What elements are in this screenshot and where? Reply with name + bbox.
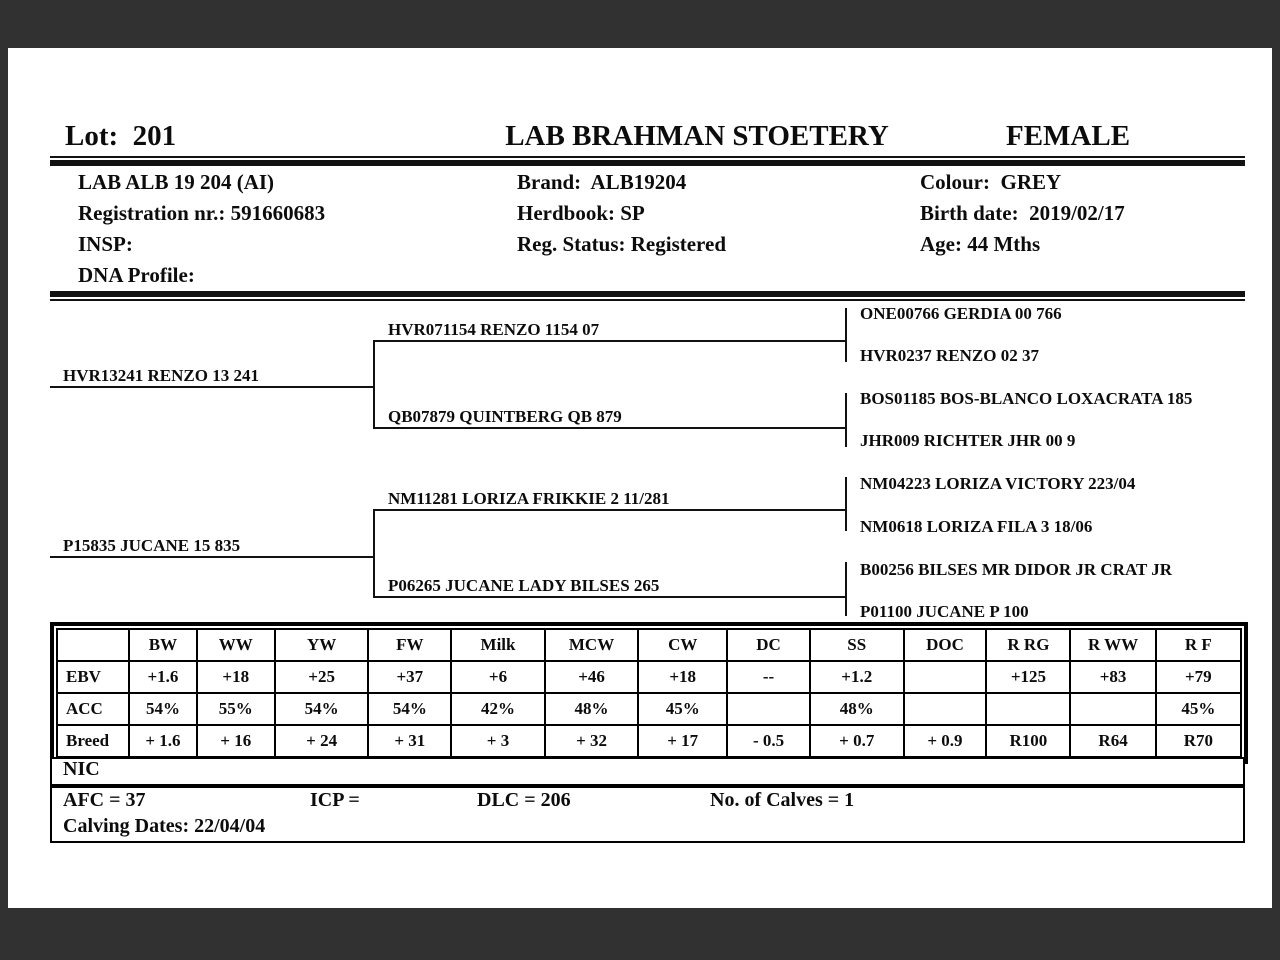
ebv-values-row	[57, 661, 1241, 693]
pedigree-ggp-8: P01100 JUCANE P 100	[860, 602, 1029, 621]
afc-value: AFC = 37	[63, 789, 146, 811]
sire-dam-line	[373, 427, 847, 429]
acc-doc	[904, 693, 987, 725]
ebv-rww: +83	[1070, 661, 1155, 693]
sire-line	[50, 386, 375, 388]
ebv-row-label: EBV	[57, 661, 129, 693]
acc-rww	[1070, 693, 1155, 725]
calving-dates: Calving Dates: 22/04/04	[63, 815, 266, 837]
ebv-header-ww: WW	[197, 629, 275, 661]
pedigree-ggp-1: ONE00766 GERDIA 00 766	[860, 304, 1062, 323]
ebv-rf: +79	[1156, 661, 1241, 693]
ebv-header-milk: Milk	[451, 629, 545, 661]
ebv-header-ss: SS	[810, 629, 904, 661]
pedigree-ggp-3: BOS01185 BOS-BLANCO LOXACRATA 185	[860, 389, 1193, 408]
frame-bottom-bar	[0, 908, 1280, 960]
header-rule-thick	[50, 160, 1245, 166]
pedigree-ggp-2: HVR0237 RENZO 02 37	[860, 346, 1039, 365]
acc-fw: 54%	[368, 693, 451, 725]
pedigree-dam-dam: P06265 JUCANE LADY BILSES 265	[388, 576, 660, 595]
ebv-header-doc: DOC	[904, 629, 987, 661]
dam-bracket	[373, 509, 375, 598]
breed-milk: + 3	[451, 725, 545, 757]
calves-count: No. of Calves = 1	[710, 789, 855, 811]
birth-date-value: Birth date: 2019/02/17	[920, 201, 1125, 225]
breed-rf: R70	[1156, 725, 1241, 757]
ebv-header-rf: R F	[1156, 629, 1241, 661]
acc-bw: 54%	[129, 693, 196, 725]
ebv-header-dc: DC	[727, 629, 810, 661]
ebv-ss: +1.2	[810, 661, 904, 693]
sire-bracket	[373, 340, 375, 429]
icp-value: ICP =	[310, 789, 360, 811]
dna-profile-label: DNA Profile:	[78, 263, 195, 287]
header-rule-thin	[50, 156, 1245, 158]
acc-rf: 45%	[1156, 693, 1241, 725]
ebv-dc: --	[727, 661, 810, 693]
info-rule-thin	[50, 299, 1245, 301]
sex-label: FEMALE	[1006, 120, 1131, 152]
lot-number: Lot: 201	[65, 120, 177, 152]
ggp-bracket-4	[845, 562, 847, 616]
page-title: LAB BRAHMAN STOETERY	[505, 120, 889, 152]
info-rule-thick	[50, 291, 1245, 297]
frame-left-bar	[0, 0, 8, 960]
acc-yw: 54%	[275, 693, 369, 725]
colour-value: Colour: GREY	[920, 170, 1062, 194]
pedigree-dam: P15835 JUCANE 15 835	[63, 536, 241, 555]
breed-rww: R64	[1070, 725, 1155, 757]
acc-rrg	[986, 693, 1070, 725]
breed-rrg: R100	[986, 725, 1070, 757]
ebv-header-cw: CW	[638, 629, 727, 661]
nic-label: NIC	[63, 758, 100, 780]
breed-ss: + 0.7	[810, 725, 904, 757]
ebv-rrg: +125	[986, 661, 1070, 693]
ebv-header-yw: YW	[275, 629, 369, 661]
dam-dam-line	[373, 596, 847, 598]
pedigree-ggp-7: B00256 BILSES MR DIDOR JR CRAT JR	[860, 560, 1173, 579]
breed-fw: + 31	[368, 725, 451, 757]
age-value: Age: 44 Mths	[920, 232, 1041, 256]
breed-bw: + 1.6	[129, 725, 196, 757]
ebv-cw: +18	[638, 661, 727, 693]
breed-doc: + 0.9	[904, 725, 987, 757]
ggp-bracket-1	[845, 308, 847, 362]
ebv-header-rww: R WW	[1070, 629, 1155, 661]
ebv-header-mcw: MCW	[545, 629, 639, 661]
breed-ww: + 16	[197, 725, 275, 757]
breed-cw: + 17	[638, 725, 727, 757]
ebv-header-row	[57, 629, 1241, 661]
acc-mcw: 48%	[545, 693, 639, 725]
frame-top-bar	[0, 0, 1280, 48]
herdbook-value: Herdbook: SP	[517, 201, 645, 225]
breed-yw: + 24	[275, 725, 369, 757]
ebv-header-fw: FW	[368, 629, 451, 661]
breed-values-row	[57, 725, 1241, 757]
ebv-mcw: +46	[545, 661, 639, 693]
ebv-table-frame	[50, 622, 1248, 764]
acc-ss: 48%	[810, 693, 904, 725]
ebv-fw: +37	[368, 661, 451, 693]
ebv-ww: +18	[197, 661, 275, 693]
ggp-bracket-2	[845, 393, 847, 447]
pedigree-dam-sire: NM11281 LORIZA FRIKKIE 2 11/281	[388, 489, 670, 508]
ebv-header-blank	[57, 629, 129, 661]
acc-ww: 55%	[197, 693, 275, 725]
brand-value: Brand: ALB19204	[517, 170, 687, 194]
pedigree-ggp-6: NM0618 LORIZA FILA 3 18/06	[860, 517, 1093, 536]
pedigree-ggp-4: JHR009 RICHTER JHR 00 9	[860, 431, 1076, 450]
animal-name: LAB ALB 19 204 (AI)	[78, 170, 275, 194]
ebv-yw: +25	[275, 661, 369, 693]
pedigree-sire-dam: QB07879 QUINTBERG QB 879	[388, 407, 622, 426]
breed-mcw: + 32	[545, 725, 639, 757]
ebv-table	[56, 628, 1242, 758]
ebv-header-bw: BW	[129, 629, 196, 661]
reg-status-value: Reg. Status: Registered	[517, 232, 726, 256]
breed-dc: - 0.5	[727, 725, 810, 757]
insp-label: INSP:	[78, 232, 133, 256]
breed-row-label: Breed	[57, 725, 129, 757]
pedigree-sire: HVR13241 RENZO 13 241	[63, 366, 259, 385]
pedigree-sire-sire: HVR071154 RENZO 1154 07	[388, 320, 600, 339]
ggp-bracket-3	[845, 477, 847, 531]
dlc-value: DLC = 206	[477, 789, 571, 811]
ebv-header-rrg: R RG	[986, 629, 1070, 661]
frame-right-bar	[1272, 0, 1280, 960]
acc-milk: 42%	[451, 693, 545, 725]
ebv-doc	[904, 661, 987, 693]
nic-box	[50, 757, 1245, 786]
dam-sire-line	[373, 509, 847, 511]
dam-line	[50, 556, 375, 558]
pedigree-ggp-5: NM04223 LORIZA VICTORY 223/04	[860, 474, 1136, 493]
acc-row-label: ACC	[57, 693, 129, 725]
sire-sire-line	[373, 340, 847, 342]
acc-dc	[727, 693, 810, 725]
acc-cw: 45%	[638, 693, 727, 725]
ebv-bw: +1.6	[129, 661, 196, 693]
acc-values-row	[57, 693, 1241, 725]
registration-number: Registration nr.: 591660683	[78, 201, 326, 225]
ebv-milk: +6	[451, 661, 545, 693]
